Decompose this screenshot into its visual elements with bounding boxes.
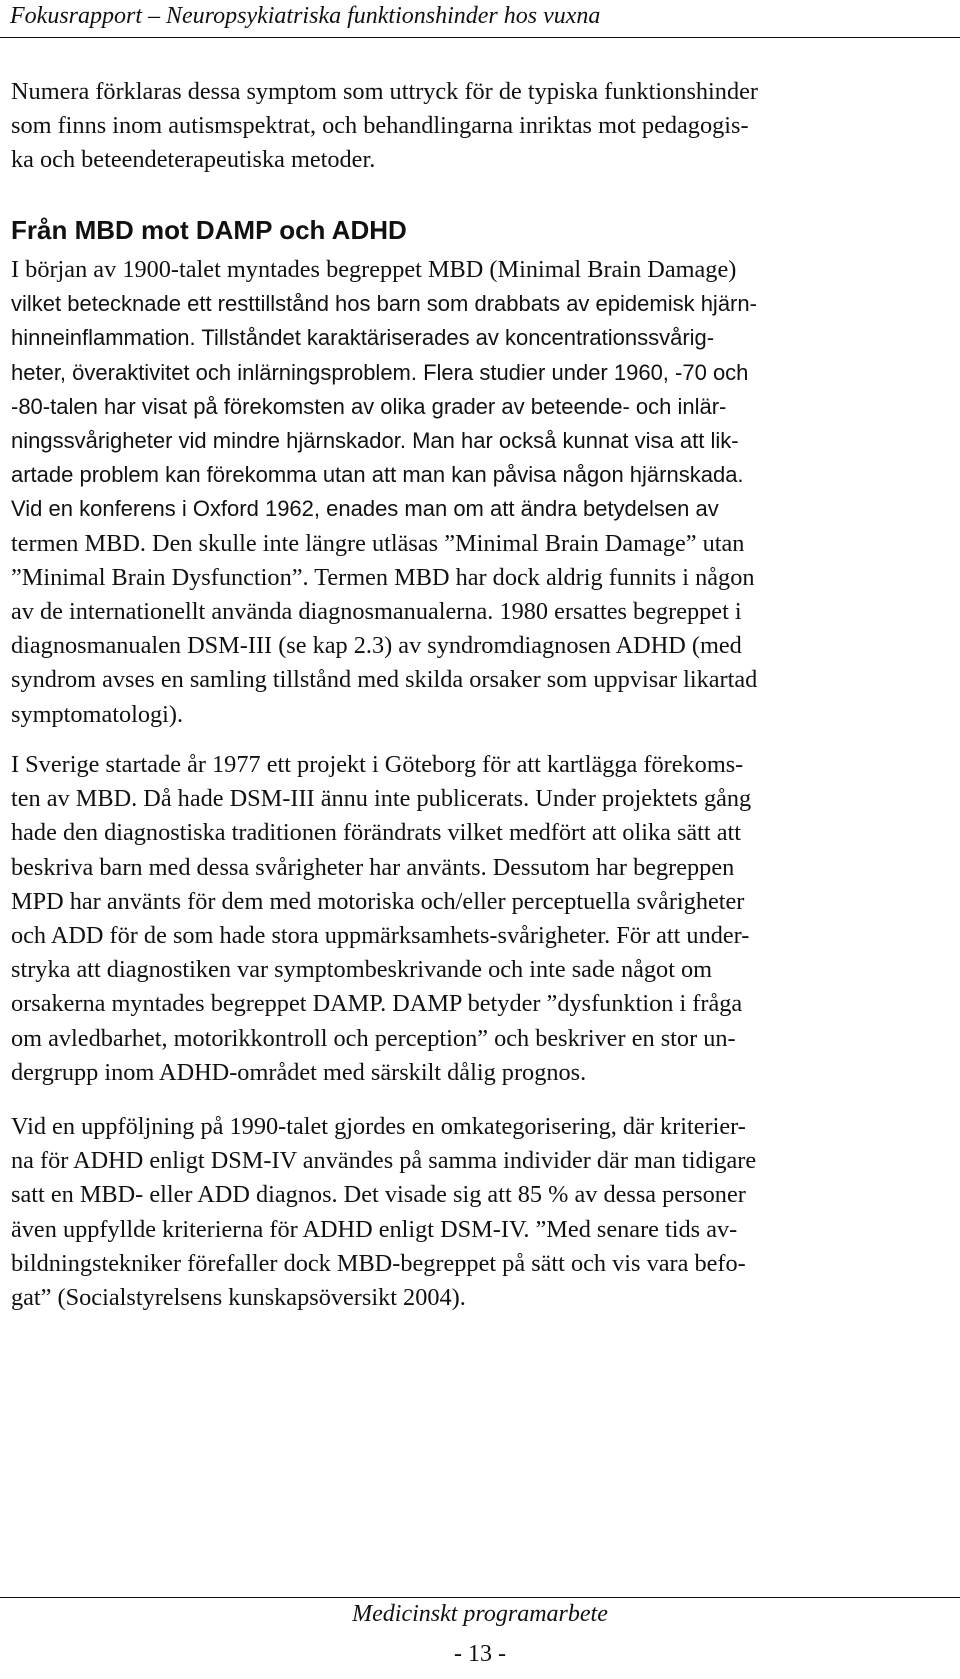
- paragraph-serif-end: [11, 527, 931, 732]
- paragraph-line: termen MBD. Den skulle inte längre utläsas ”Minimal Brain Damage” utan: [11, 529, 745, 557]
- paragraph-gothenburg-project: [11, 748, 931, 1090]
- paragraph-line: satt en MBD- eller ADD diagnos. Det visade sig att 85 % av dessa personer: [11, 1181, 746, 1209]
- paragraph-line: och ADD för de som hade stora uppmärksamhets-svårigheter. För att under-: [11, 922, 750, 950]
- paragraph-followup-1990s: [11, 1110, 931, 1315]
- paragraph-line: Vid en konferens i Oxford 1962, enades man om att ändra betydelsen av: [11, 496, 719, 522]
- paragraph-line: -80-talen har visat på förekomsten av olika grader av beteende- och inlär-: [11, 393, 727, 419]
- paragraph-line: hinneinflammation. Tillståndet karaktäriserades av koncentrationssvårig-: [11, 325, 715, 351]
- paragraph-line: beskriva barn med dessa svårigheter har använts. Dessutom har begreppen: [11, 853, 735, 881]
- paragraph-line: symptomatologi).: [11, 700, 184, 728]
- paragraph-line: Vid en uppföljning på 1990-talet gjordes en omkategorisering, där kriterier-: [11, 1113, 746, 1140]
- paragraph-line: av de internationellt använda diagnosmanualerna. 1980 ersattes begreppet i: [11, 598, 742, 626]
- footer-divider: [0, 1597, 960, 1598]
- paragraph-line: hade den diagnostiska traditionen förändrats vilket medfört att olika sätt att: [11, 819, 742, 847]
- intro-line: som finns inom autismspektrat, och behandlingarna inriktas mot pedagogis-: [11, 112, 749, 140]
- paragraph-line: om avledbarhet, motorikkontroll och perception” och beskriver en stor un-: [11, 1024, 736, 1052]
- section-heading: Från MBD mot DAMP och ADHD: [11, 215, 407, 245]
- paragraph-line: ningssvårigheter vid mindre hjärnskador. Man har också kunnat visa att lik-: [11, 428, 739, 454]
- page-number: - 13 -: [454, 1641, 506, 1667]
- paragraph-line: orsakerna myntades begreppet DAMP. DAMP betyder ”dysfunktion i fråga: [11, 990, 743, 1018]
- paragraph-line: vilket betecknade ett resttillstånd hos barn som drabbats av epidemisk hjärn-: [11, 291, 757, 317]
- paragraph-line: syndrom avses en samling tillstånd med skilda orsaker som uppvisar likartad: [11, 666, 758, 694]
- paragraph-line: dergrupp inom ADHD-området med särskilt dålig prognos.: [11, 1058, 587, 1086]
- paragraph-sans-section: [11, 287, 931, 526]
- intro-paragraph: [11, 75, 931, 178]
- paragraph-line: heter, överaktivitet och inlärningsproblem. Flera studier under 1960, -70 och: [11, 359, 749, 385]
- paragraph-line: även uppfyllde kriterierna för ADHD enligt DSM-IV. ”Med senare tids av-: [11, 1215, 738, 1243]
- intro-line: ka och beteendeterapeutiska metoder.: [11, 146, 376, 174]
- paragraph-serif-start: [11, 253, 931, 287]
- paragraph-line: artade problem kan förekomma utan att man kan påvisa någon hjärnskada.: [11, 462, 744, 488]
- header-divider: [0, 37, 960, 38]
- paragraph-line: bildningstekniker förefaller dock MBD-begreppet på sätt och vis vara befo-: [11, 1249, 746, 1277]
- paragraph-line: ten av MBD. Då hade DSM-III ännu inte publicerats. Under projektets gång: [11, 785, 752, 813]
- paragraph-line: stryka att diagnostiken var symptombeskrivande och inte sade något om: [11, 956, 713, 984]
- running-header: Fokusrapport – Neuropsykiatriska funktionshinder hos vuxna: [10, 3, 601, 29]
- paragraph-line: ”Minimal Brain Dysfunction”. Termen MBD har dock aldrig funnits i någon: [11, 563, 755, 591]
- footer-title: Medicinskt programarbete: [352, 1601, 608, 1627]
- paragraph-mbd-history: [11, 253, 931, 732]
- paragraph-line: diagnosmanualen DSM-III (se kap 2.3) av syndromdiagnosen ADHD (med: [11, 632, 742, 660]
- paragraph-line: I Sverige startade år 1977 ett projekt i Göteborg för att kartlägga förekoms-: [11, 751, 744, 778]
- intro-line: Numera förklaras dessa symptom som uttryck för de typiska funktionshinder: [11, 78, 758, 105]
- paragraph-line: MPD har använts för dem med motoriska och/eller perceptuella svårigheter: [11, 887, 745, 915]
- paragraph-line: na för ADHD enligt DSM-IV användes på samma individer där man tidigare: [11, 1147, 757, 1175]
- paragraph-line: I början av 1900-talet myntades begreppet MBD (Minimal Brain Damage): [11, 256, 737, 283]
- paragraph-line: gat” (Socialstyrelsens kunskapsöversikt 2004).: [11, 1284, 466, 1312]
